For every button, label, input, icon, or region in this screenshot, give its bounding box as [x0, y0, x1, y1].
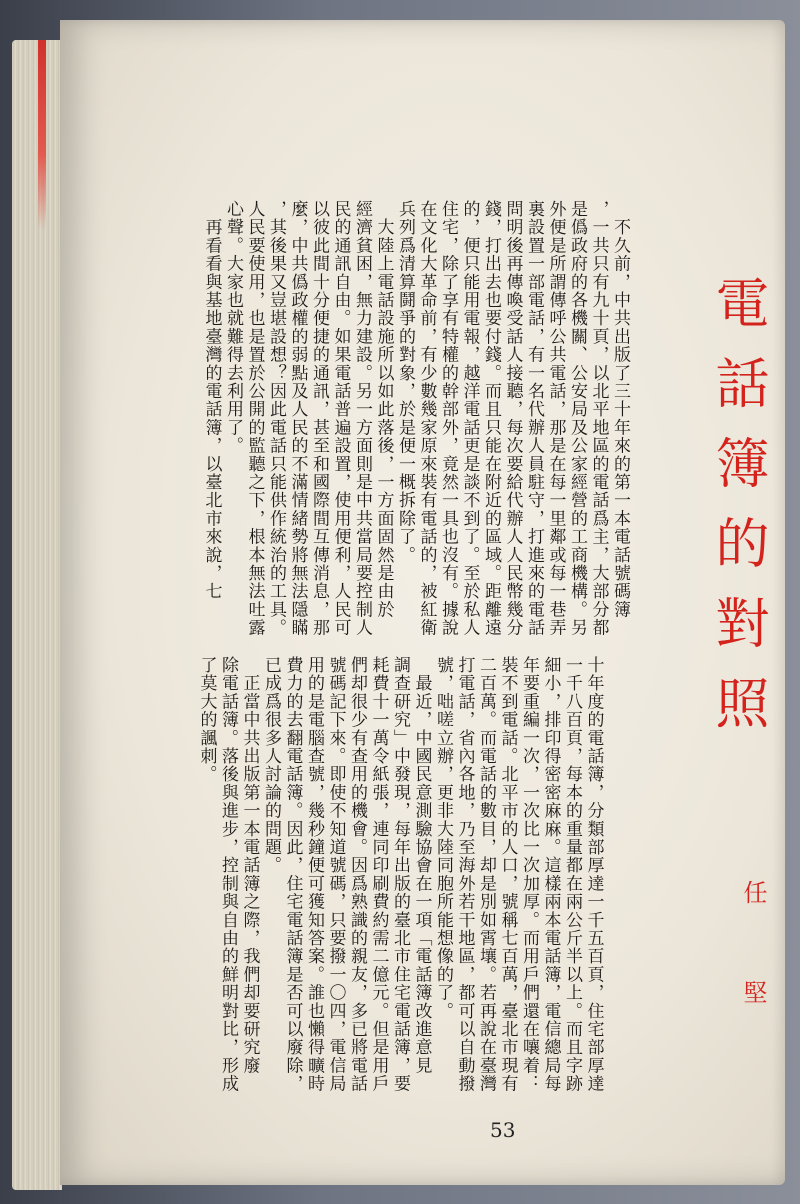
text-column: 大陸上電話設施所以如此落後，一方面固然是由於 — [373, 200, 394, 619]
book-page-edges — [12, 40, 62, 1190]
text-column: ，其後果又豈堪設想？因此電話只能供作統治的工具。 — [266, 200, 286, 637]
text-column: 麼，中共僞政權的弱點及人民的不滿情緒勢將無法隱瞞 — [287, 200, 308, 637]
text-column: 耗費十一萬令紙張，連同印刷費約需二億元。但是用戶 — [368, 656, 389, 1093]
text-column: 調查研究」中發現，每年出版的臺北市住宅電話簿，要 — [390, 656, 410, 1093]
text-column: 號，咄嗟立辦，更非大陸同胞所能想像的了。 — [433, 656, 453, 1020]
text-column: 正當中共出版第一本電話簿之際，我們却要研究廢 — [239, 656, 260, 1075]
text-column: 費力的去翻電話簿。因此，住宅電話簿是否可以廢除， — [282, 656, 303, 1093]
text-column: 二百萬。而電話的數目，却是別如霄壤。若再說在臺灣 — [476, 656, 496, 1093]
text-column: 們却很少有查用的機會。因爲熟識的親友，多已將電話 — [347, 656, 367, 1093]
text-column: 除電話簿。落後與進步，控制與自由的鮮明對比，形成 — [218, 656, 238, 1093]
text-column: 一千八百頁，每本的重量都在兩公斤半以上。而且字跡 — [562, 656, 582, 1093]
text-column: 是僞政府的各機關、公安局及公家經營的工商機構。另 — [567, 200, 587, 637]
text-column: 細小，排印得密密麻麻。這樣兩本電話簿，電信總局每 — [540, 656, 561, 1093]
page-number: 53 — [490, 1118, 516, 1142]
text-column: 經濟貧困，無力建設。另一方面則是中共當局要控制人 — [352, 200, 372, 637]
text-column: 號碼記下來。即使不知道號碼，只要撥一〇四，電信局 — [325, 656, 346, 1093]
text-column: 裝不到電話。北平市的人口，號稱七百萬，臺北市現有 — [497, 656, 518, 1093]
text-column: 兵列爲清算鬪爭的對象，於是便一概拆除了。 — [395, 200, 415, 564]
text-column: 民的通訊自由。如果電話普遍設置，使用便利，人民可 — [330, 200, 351, 637]
text-column: 錢，打出去也要付錢。而且只能在附近的區域。距離遠 — [481, 200, 501, 637]
text-column: ，一共只有九十頁，以北平地區的電話爲主，大部分都 — [588, 200, 609, 637]
text-column: 人民要使用，也是置於公開的監聽之下，根本無法吐露 — [244, 200, 265, 637]
upper-text-block — [200, 200, 630, 670]
text-column: 心聲。大家也就難得去利用了。 — [223, 200, 243, 455]
text-column: 在文化大革命前，有少數幾家原來裝有電話的，被紅衛 — [416, 200, 437, 637]
text-column: 已成爲很多人討論的問題。 — [261, 656, 281, 875]
text-column: 外便是所謂傳呼公共電話，那是在每一里鄰或每一巷弄 — [545, 200, 566, 637]
text-column: 十年度的電話簿，分類部厚達一千五百頁，住宅部厚達 — [583, 656, 604, 1093]
text-column: 再看看與基地臺灣的電話簿，以臺北市來說，七 — [201, 200, 222, 601]
book-page — [60, 20, 785, 1185]
text-column: 了莫大的諷刺。 — [196, 656, 217, 784]
text-column: 的，便只能用電報，越洋電話更是談不到了。至於私人 — [459, 200, 480, 637]
article-author: 任 堅 — [739, 880, 767, 1030]
text-column: 以彼此間十分便捷的通訊，甚至和國際間互傳消息，那 — [309, 200, 329, 637]
text-column: 不久前，中共出版了三十年來的第一本電話號碼簿 — [610, 200, 630, 619]
article-title: 電話簿的對照 — [707, 275, 770, 755]
text-column: 最近，中國民意測驗協會在一項「電話簿改進意見 — [411, 656, 432, 1075]
text-column: 用的是電腦查號，幾秒鐘便可獲知答案。誰也懶得曠時 — [304, 656, 324, 1093]
text-column: 住宅，除了享有特權的幹部外，竟然一具也沒有。據說 — [438, 200, 458, 637]
bookmark-ribbon — [38, 40, 46, 230]
lower-text-block — [195, 656, 604, 1126]
text-column: 年要重編一次，一次比一次加厚。而用戶們還在嚷着： — [519, 656, 539, 1093]
text-column: 打電話，省內各地，乃至海外若干地區，都可以自動撥 — [454, 656, 475, 1093]
text-column: 問明後再傳喚受話人接聽，每次要給代辦人人民幣幾分 — [502, 200, 523, 637]
text-column: 裏設置一部電話，有一名代辦人員駐守，打進來的電話 — [524, 200, 544, 637]
